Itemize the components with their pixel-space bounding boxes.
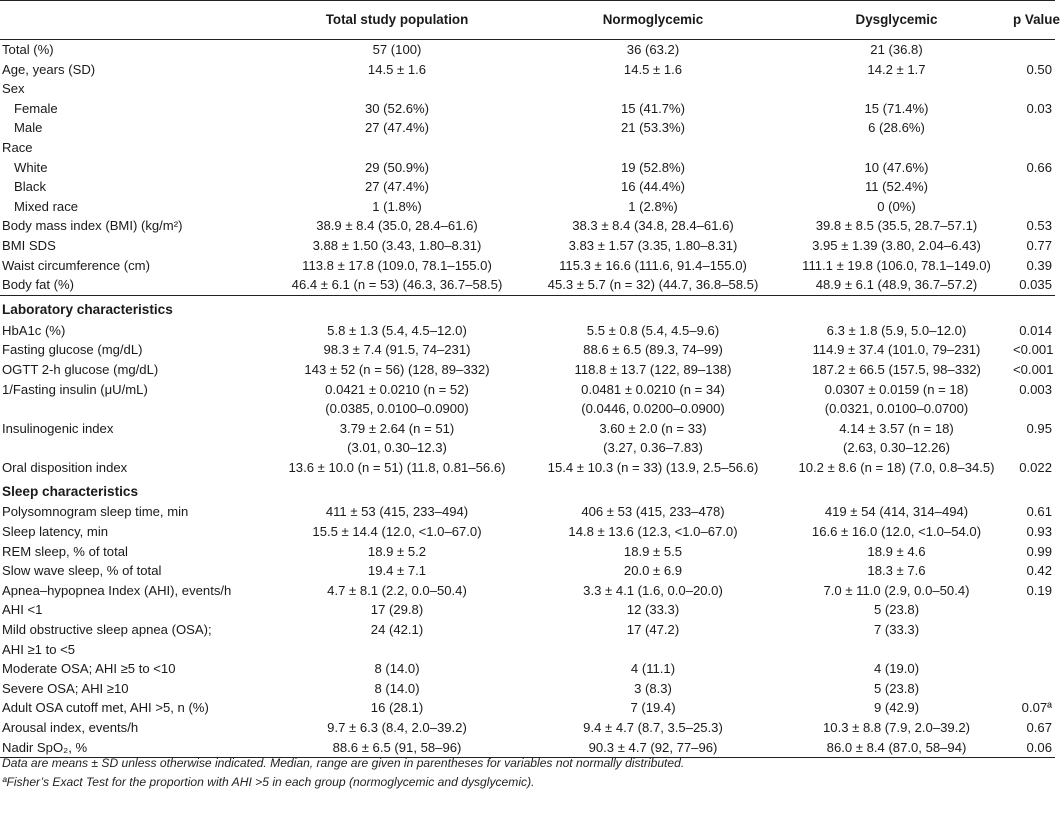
cell-dysglycemic: 5 (23.8) <box>873 602 920 618</box>
cell-dysglycemic: 0 (0%) <box>877 198 916 214</box>
sleep-section-title: Sleep characteristics <box>2 483 139 499</box>
row-label: Severe OSA; AHI ≥10 <box>2 680 129 696</box>
table-row <box>0 197 1055 217</box>
cell-normoglycemic: 7 (19.4) <box>630 700 676 716</box>
cell-normoglycemic: 16 (44.4%) <box>620 179 686 195</box>
cell-dysglycemic: (2.63, 0.30–12.26) <box>842 440 950 456</box>
cell-dysglycemic: 10.2 ± 8.6 (n = 18) (7.0, 0.8–34.5) <box>798 459 995 475</box>
cell-total: 15.5 ± 14.4 (12.0, <1.0–67.0) <box>312 524 482 540</box>
table-row <box>0 718 1055 738</box>
cell-dysglycemic: 48.9 ± 6.1 (48.9, 36.7–57.2) <box>815 277 978 293</box>
table-row <box>0 399 1055 419</box>
cell-total: 46.4 ± 6.1 (n = 53) (46.3, 36.7–58.5) <box>291 277 503 293</box>
cell-total: 30 (52.6%) <box>364 100 430 116</box>
cell-p-value: 0.61 <box>1026 504 1052 520</box>
cell-normoglycemic: 15 (41.7%) <box>620 100 686 116</box>
cell-dysglycemic: 3.95 ± 1.39 (3.80, 2.04–6.43) <box>812 237 981 253</box>
cell-p-value <box>1013 40 1055 60</box>
lab-section-title: Laboratory characteristics <box>2 302 173 318</box>
sleep-section <box>0 502 1055 757</box>
cell-p-value <box>1013 679 1055 699</box>
row-label: HbA1c (%) <box>2 322 66 338</box>
table-row <box>0 256 1055 276</box>
table-row <box>0 698 1055 718</box>
cell-total: 143 ± 52 (n = 56) (128, 89–332) <box>304 361 490 377</box>
cell-total: 3.88 ± 1.50 (3.43, 1.80–8.31) <box>312 237 482 253</box>
header-normoglycemic: Normoglycemic <box>602 12 704 28</box>
table-row <box>0 40 1055 60</box>
header-label <box>0 1 268 40</box>
row-label: Body fat (%) <box>2 277 75 293</box>
cell-total: (0.0385, 0.0100–0.0900) <box>325 401 469 417</box>
cell-dysglycemic: 0.0307 ± 0.0159 (n = 18) <box>824 381 969 397</box>
cell-p-value: 0.99 <box>1026 543 1052 559</box>
cell-normoglycemic: 1 (2.8%) <box>628 198 678 214</box>
cell-total: (3.01, 0.30–12.3) <box>347 440 447 456</box>
cell-total: 4.7 ± 8.1 (2.2, 0.0–50.4) <box>327 582 467 598</box>
table-row <box>0 561 1055 581</box>
row-label: Waist circumference (cm) <box>2 257 150 273</box>
cell-total: 57 (100) <box>372 42 422 57</box>
cell-p-value: 0.77 <box>1026 237 1052 253</box>
cell-p-value <box>1013 118 1055 138</box>
cell-dysglycemic: 9 (42.9) <box>873 700 920 716</box>
table-row <box>0 502 1055 522</box>
table-row <box>0 216 1055 236</box>
cell-dysglycemic: 419 ± 54 (414, 314–494) <box>824 504 969 520</box>
cell-total: 98.3 ± 7.4 (91.5, 74–231) <box>323 342 471 358</box>
row-label <box>0 399 268 419</box>
row-label: Body mass index (BMI) (kg/m²) <box>2 218 183 234</box>
cell-dysglycemic: (0.0321, 0.0100–0.0700) <box>824 401 969 417</box>
cell-p-value <box>1013 79 1055 99</box>
cell-normoglycemic: 88.6 ± 6.5 (89.3, 74–99) <box>583 342 723 358</box>
cell-p-value <box>1013 640 1055 660</box>
cell-dysglycemic: 7.0 ± 11.0 (2.9, 0.0–50.4) <box>823 582 970 598</box>
cell-dysglycemic: 86.0 ± 8.4 (87.0, 58–94) <box>826 739 967 755</box>
table-row <box>0 99 1055 119</box>
cell-p-value: 0.42 <box>1026 563 1052 579</box>
footnote-1: Data are means ± SD unless otherwise indicated. Median, range are given in parentheses for variables not normally distributed. <box>2 756 685 770</box>
cell-normoglycemic: 90.3 ± 4.7 (92, 77–96) <box>588 739 718 755</box>
table-row <box>0 380 1055 400</box>
cell-total: 27 (47.4%) <box>364 120 430 136</box>
cell-p-value: 0.19 <box>1026 582 1052 598</box>
row-label: REM sleep, % of total <box>2 543 128 559</box>
lab-section <box>0 321 1055 478</box>
row-label <box>0 438 268 458</box>
demographics-section <box>0 40 1055 296</box>
cell-p-value: 0.50 <box>1026 61 1052 77</box>
row-label: Adult OSA cutoff met, AHI >5, n (%) <box>2 700 209 716</box>
table-row <box>0 158 1055 178</box>
cell-normoglycemic: 15.4 ± 10.3 (n = 33) (13.9, 2.5–56.6) <box>547 459 759 475</box>
row-label: AHI <1 <box>2 602 43 618</box>
cell-total <box>268 138 526 158</box>
header-p-value: p Value <box>1013 12 1060 28</box>
cell-dysglycemic: 6 (28.6%) <box>868 120 925 136</box>
row-label: Moderate OSA; AHI ≥5 to <10 <box>2 661 176 677</box>
cell-p-value <box>1013 438 1055 458</box>
cell-normoglycemic: 19 (52.8%) <box>620 159 686 175</box>
table-row <box>0 659 1055 679</box>
row-label: Slow wave sleep, % of total <box>2 563 162 579</box>
cell-total: 16 (28.1) <box>370 700 424 716</box>
cell-normoglycemic: 3 (8.3) <box>634 680 672 696</box>
lab-section-header <box>0 295 1055 321</box>
cell-p-value <box>1013 659 1055 679</box>
cell-total: 0.0421 ± 0.0210 (n = 52) <box>325 381 469 397</box>
cell-normoglycemic: 20.0 ± 6.9 <box>623 563 683 579</box>
cell-dysglycemic: 4.14 ± 3.57 (n = 18) <box>839 420 954 436</box>
cell-total: 3.79 ± 2.64 (n = 51) <box>339 420 455 436</box>
cell-normoglycemic: 9.4 ± 4.7 (8.7, 3.5–25.3) <box>583 720 723 735</box>
cell-normoglycemic: 4 (11.1) <box>630 661 676 677</box>
cell-normoglycemic: 115.3 ± 16.6 (111.6, 91.4–155.0) <box>559 257 747 273</box>
cell-total: 27 (47.4%) <box>364 179 430 195</box>
row-label: Fasting glucose (mg/dL) <box>2 342 143 358</box>
row-label: Mixed race <box>14 198 79 214</box>
cell-p-value: 0.014 <box>1019 322 1052 338</box>
cell-total <box>268 79 526 99</box>
cell-total: 9.7 ± 6.3 (8.4, 2.0–39.2) <box>327 720 467 735</box>
row-label: White <box>14 159 48 175</box>
table-row <box>0 79 1055 99</box>
cell-p-value: 0.022 <box>1019 459 1052 475</box>
cell-total: 38.9 ± 8.4 (35.0, 28.4–61.6) <box>316 218 478 234</box>
cell-dysglycemic: 15 (71.4%) <box>864 100 929 116</box>
table-row <box>0 138 1055 158</box>
sleep-section-header <box>0 477 1055 502</box>
row-label: Black <box>14 179 47 195</box>
cell-p-value: 0.53 <box>1026 218 1052 234</box>
cell-normoglycemic: 3.60 ± 2.0 (n = 33) <box>599 420 707 436</box>
row-label: Mild obstructive sleep apnea (OSA); <box>2 622 212 638</box>
row-label: Polysomnogram sleep time, min <box>2 504 189 520</box>
row-label: AHI ≥1 to <5 <box>2 641 76 657</box>
cell-p-value: 0.06 <box>1026 739 1052 755</box>
cell-dysglycemic <box>780 640 1013 660</box>
cell-dysglycemic: 111.1 ± 19.8 (106.0, 78.1–149.0) <box>802 257 991 273</box>
cell-p-value: 0.95 <box>1026 420 1052 436</box>
row-label: Male <box>14 120 43 136</box>
cell-total: 8 (14.0) <box>374 661 420 677</box>
cell-dysglycemic: 114.9 ± 37.4 (101.0, 79–231) <box>812 342 981 358</box>
cell-p-value <box>1013 399 1055 419</box>
cell-dysglycemic: 18.3 ± 7.6 <box>867 563 926 579</box>
cell-total: 24 (42.1) <box>370 622 424 638</box>
cell-p-value: <0.001 <box>1013 361 1054 377</box>
table-row <box>0 60 1055 80</box>
row-label: Apnea–hypopnea Index (AHI), events/h <box>2 582 232 598</box>
cell-dysglycemic: 18.9 ± 4.6 <box>867 543 926 559</box>
cell-dysglycemic: 11 (52.4%) <box>864 179 929 195</box>
footnotes <box>2 754 684 792</box>
table-row <box>0 458 1055 478</box>
cell-normoglycemic: 45.3 ± 5.7 (n = 32) (44.7, 36.8–58.5) <box>547 277 759 293</box>
cell-p-value <box>1013 620 1055 640</box>
cell-normoglycemic: 3.83 ± 1.57 (3.35, 1.80–8.31) <box>568 237 738 253</box>
cell-total: 5.8 ± 1.3 (5.4, 4.5–12.0) <box>327 322 467 338</box>
table-header <box>0 1 1060 40</box>
table-row <box>0 581 1055 601</box>
cell-p-value: 0.035 <box>1019 277 1052 293</box>
cell-dysglycemic <box>780 138 1013 158</box>
cell-p-value: 0.003 <box>1019 381 1052 397</box>
cell-dysglycemic: 7 (33.3) <box>873 622 920 638</box>
cell-total: 18.9 ± 5.2 <box>367 543 427 559</box>
row-label: Nadir SpO₂, % <box>2 739 88 755</box>
table-row <box>0 177 1055 197</box>
table-row <box>0 360 1055 380</box>
cell-dysglycemic: 16.6 ± 16.0 (12.0, <1.0–54.0) <box>811 524 982 540</box>
cell-dysglycemic: 4 (19.0) <box>873 661 920 677</box>
row-label: Female <box>14 100 58 116</box>
footnote-2: ªFisher’s Exact Test for the proportion with AHI >5 in each group (normoglycemic and dysglycemic). <box>2 775 535 789</box>
cell-dysglycemic: 14.2 ± 1.7 <box>867 61 926 77</box>
row-label: OGTT 2-h glucose (mg/dL) <box>2 361 159 377</box>
table-row <box>0 419 1055 439</box>
table-row <box>0 679 1055 699</box>
cell-normoglycemic: 5.5 ± 0.8 (5.4, 4.5–9.6) <box>586 322 720 338</box>
cell-normoglycemic: 14.5 ± 1.6 <box>623 61 683 77</box>
cell-p-value: 0.67 <box>1026 720 1052 735</box>
cell-p-value: <0.001 <box>1013 342 1054 358</box>
row-label: Oral disposition index <box>2 459 128 475</box>
cell-total <box>268 640 526 660</box>
row-label: Sleep latency, min <box>2 524 109 540</box>
cell-normoglycemic: (3.27, 0.36–7.83) <box>603 440 703 456</box>
cell-p-value <box>1013 177 1055 197</box>
cell-p-value <box>1013 600 1055 620</box>
cell-normoglycemic <box>526 79 780 99</box>
table-row <box>0 620 1055 640</box>
cell-total: 88.6 ± 6.5 (91, 58–96) <box>332 739 462 755</box>
row-label: Age, years (SD) <box>2 61 96 77</box>
table-row <box>0 321 1055 341</box>
cell-normoglycemic: 17 (47.2) <box>626 622 680 638</box>
cell-dysglycemic: 10 (47.6%) <box>864 159 929 175</box>
row-label: 1/Fasting insulin (μU/mL) <box>2 381 148 397</box>
cell-total: 113.8 ± 17.8 (109.0, 78.1–155.0) <box>302 257 492 273</box>
cell-normoglycemic <box>526 640 780 660</box>
table-row <box>0 438 1055 458</box>
cell-normoglycemic: 0.0481 ± 0.0210 (n = 34) <box>581 381 725 397</box>
cell-dysglycemic: 187.2 ± 66.5 (157.5, 98–332) <box>812 361 981 377</box>
row-label: BMI SDS <box>2 237 56 253</box>
cell-p-value: 0.03 <box>1026 100 1052 116</box>
cell-p-value: 0.66 <box>1026 159 1052 175</box>
cell-total: 8 (14.0) <box>374 680 420 696</box>
cell-normoglycemic: 18.9 ± 5.5 <box>623 543 683 559</box>
cell-p-value: 0.93 <box>1026 524 1052 540</box>
table-row <box>0 522 1055 542</box>
cell-p-value: 0.07ª <box>1021 700 1052 716</box>
table-row <box>0 640 1055 660</box>
cell-normoglycemic: (0.0446, 0.0200–0.0900) <box>581 401 725 417</box>
cell-dysglycemic: 21 (36.8) <box>870 42 923 57</box>
header-dysglycemic: Dysglycemic <box>855 12 938 28</box>
table-row <box>0 600 1055 620</box>
table-row <box>0 542 1055 562</box>
cell-total: 1 (1.8%) <box>372 198 422 214</box>
cell-normoglycemic: 12 (33.3) <box>626 602 680 618</box>
cell-total: 29 (50.9%) <box>364 159 430 175</box>
cell-dysglycemic: 5 (23.8) <box>873 680 920 696</box>
header-total: Total study population <box>325 12 469 28</box>
table-row <box>0 236 1055 256</box>
table-row <box>0 340 1055 360</box>
cell-dysglycemic: 6.3 ± 1.8 (5.9, 5.0–12.0) <box>826 322 967 338</box>
row-label: Arousal index, events/h <box>2 720 139 735</box>
table-row <box>0 275 1055 295</box>
cell-normoglycemic: 14.8 ± 13.6 (12.3, <1.0–67.0) <box>568 524 738 540</box>
cell-normoglycemic: 3.3 ± 4.1 (1.6, 0.0–20.0) <box>583 582 723 598</box>
cell-normoglycemic <box>526 138 780 158</box>
cell-normoglycemic: 38.3 ± 8.4 (34.8, 28.4–61.6) <box>572 218 734 234</box>
cell-total: 19.4 ± 7.1 <box>367 563 427 579</box>
row-label: Race <box>2 139 33 155</box>
cell-dysglycemic: 10.3 ± 8.8 (7.9, 2.0–39.2) <box>823 720 970 735</box>
row-label: Total (%) <box>2 42 54 57</box>
cell-normoglycemic: 406 ± 53 (415, 233–478) <box>581 504 725 520</box>
row-label: Sex <box>2 81 25 97</box>
cell-p-value <box>1013 197 1055 217</box>
cell-total: 17 (29.8) <box>370 602 424 618</box>
cell-total: 411 ± 53 (415, 233–494) <box>325 504 469 520</box>
cell-p-value: 0.39 <box>1026 257 1052 273</box>
table-row <box>0 118 1055 138</box>
cell-dysglycemic: 39.8 ± 8.5 (35.5, 28.7–57.1) <box>815 218 978 234</box>
cell-normoglycemic: 21 (53.3%) <box>620 120 686 136</box>
row-label: Insulinogenic index <box>2 420 114 436</box>
cell-total: 14.5 ± 1.6 <box>367 61 427 77</box>
cell-dysglycemic <box>780 79 1013 99</box>
cell-p-value <box>1013 138 1055 158</box>
cell-total: 13.6 ± 10.0 (n = 51) (11.8, 0.81–56.6) <box>288 459 506 475</box>
cell-normoglycemic: 36 (63.2) <box>626 42 680 57</box>
cell-normoglycemic: 118.8 ± 13.7 (122, 89–138) <box>574 361 732 377</box>
